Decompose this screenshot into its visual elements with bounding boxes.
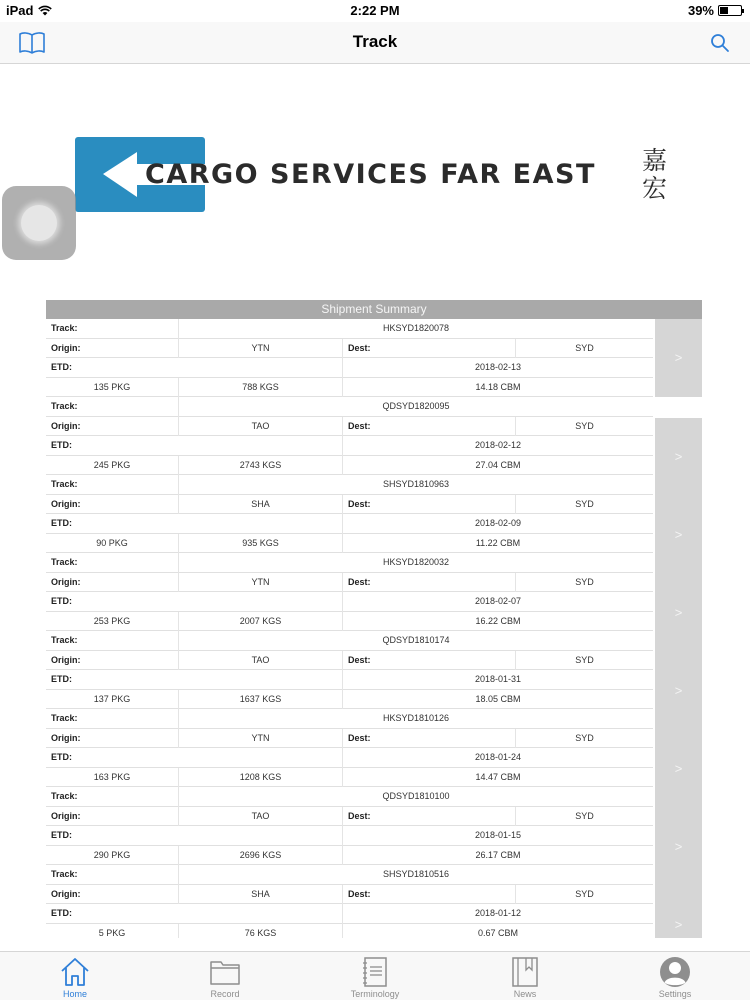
package-count: 245 PKG xyxy=(46,456,179,476)
dest-value: SYD xyxy=(575,342,594,353)
shipment-item xyxy=(46,631,702,709)
track-label: Track: xyxy=(46,709,179,729)
status-right xyxy=(688,3,742,18)
route-row xyxy=(46,495,653,515)
shipment-rows xyxy=(46,787,653,865)
tab-settings[interactable] xyxy=(600,952,750,1000)
origin-label: Origin: xyxy=(46,573,179,593)
dest-value: SYD xyxy=(575,654,594,665)
etd-label: ETD: xyxy=(46,592,343,612)
etd-value: 2018-01-31 xyxy=(474,674,522,684)
volume-value: 27.04 CBM xyxy=(475,459,521,470)
tab-label: Settings xyxy=(658,989,692,999)
etd-label: ETD: xyxy=(46,826,343,846)
folder-icon xyxy=(209,956,241,988)
dest-value: SYD xyxy=(575,732,594,743)
battery-icon xyxy=(718,5,742,16)
origin-label: Origin: xyxy=(46,495,179,515)
track-label: Track: xyxy=(46,397,179,417)
shipment-summary xyxy=(46,300,702,938)
dest-value: SYD xyxy=(575,498,594,509)
package-count: 253 PKG xyxy=(46,612,179,632)
shipment-rows xyxy=(46,631,653,709)
volume-value: 16.22 CBM xyxy=(475,615,521,626)
track-number: HKSYD1820078 xyxy=(382,323,450,333)
tab-label: Terminology xyxy=(350,989,400,999)
track-row xyxy=(46,397,653,417)
track-label: Track: xyxy=(46,475,179,495)
logo-cjk xyxy=(642,147,667,203)
dest-value: SYD xyxy=(575,420,594,431)
shipment-item xyxy=(46,397,702,475)
tab-terminology[interactable] xyxy=(300,952,450,1000)
volume-value: 14.18 CBM xyxy=(475,381,521,392)
etd-value: 2018-01-15 xyxy=(474,830,522,840)
dest-label: Dest: xyxy=(343,339,516,359)
etd-value: 2018-01-12 xyxy=(474,908,522,918)
shipment-rows xyxy=(46,319,653,397)
etd-value: 2018-02-13 xyxy=(474,362,522,372)
weight-value: 1208 KGS xyxy=(179,768,343,788)
quantity-row xyxy=(46,456,653,476)
shipment-rows xyxy=(46,865,653,938)
etd-row xyxy=(46,514,653,534)
shipment-detail-button[interactable]: > xyxy=(655,808,702,886)
track-label: Track: xyxy=(46,553,179,573)
etd-row xyxy=(46,826,653,846)
quantity-row xyxy=(46,846,653,866)
home-icon xyxy=(59,956,91,988)
status-time: 2:22 PM xyxy=(350,3,400,18)
route-row xyxy=(46,807,653,827)
dest-label: Dest: xyxy=(343,729,516,749)
shipment-list xyxy=(46,319,702,938)
tab-news[interactable] xyxy=(450,952,600,1000)
tab-label: News xyxy=(513,989,537,999)
dest-value: SYD xyxy=(575,810,594,821)
etd-label: ETD: xyxy=(46,358,343,378)
track-label: Track: xyxy=(46,631,179,651)
shipment-rows xyxy=(46,553,653,631)
route-row xyxy=(46,573,653,593)
dest-value: SYD xyxy=(575,888,594,899)
shipment-detail-button[interactable]: > xyxy=(655,886,702,938)
track-label: Track: xyxy=(46,319,179,339)
track-number: SHSYD1810963 xyxy=(382,479,450,489)
etd-value: 2018-02-07 xyxy=(474,596,522,606)
quantity-row xyxy=(46,612,653,632)
tab-record[interactable] xyxy=(150,952,300,1000)
origin-label: Origin: xyxy=(46,885,179,905)
weight-value: 2007 KGS xyxy=(179,612,343,632)
shipment-item xyxy=(46,787,702,865)
track-label: Track: xyxy=(46,865,179,885)
origin-label: Origin: xyxy=(46,339,179,359)
shipment-item xyxy=(46,865,702,938)
shipment-detail-button[interactable]: > xyxy=(655,319,702,397)
dest-value: SYD xyxy=(575,576,594,587)
assistive-touch-icon xyxy=(21,205,57,241)
track-row xyxy=(46,631,653,651)
track-row xyxy=(46,787,653,807)
shipment-detail-button[interactable]: > xyxy=(655,730,702,808)
volume-value: 26.17 CBM xyxy=(475,849,521,860)
search-button[interactable] xyxy=(704,28,736,58)
track-row xyxy=(46,475,653,495)
etd-row xyxy=(46,358,653,378)
etd-label: ETD: xyxy=(46,670,343,690)
etd-label: ETD: xyxy=(46,514,343,534)
origin-value: YTN xyxy=(179,729,343,749)
shipment-item xyxy=(46,319,702,397)
volume-value: 18.05 CBM xyxy=(475,693,521,704)
etd-row xyxy=(46,670,653,690)
package-count: 135 PKG xyxy=(46,378,179,398)
origin-value: TAO xyxy=(179,651,343,671)
package-count: 290 PKG xyxy=(46,846,179,866)
shipment-detail-button[interactable]: > xyxy=(655,496,702,574)
origin-value: TAO xyxy=(179,807,343,827)
weight-value: 1637 KGS xyxy=(179,690,343,710)
weight-value: 2743 KGS xyxy=(179,456,343,476)
volume-value: 11.22 CBM xyxy=(475,537,521,548)
origin-value: YTN xyxy=(179,339,343,359)
tab-label: Record xyxy=(210,989,240,999)
origin-label: Origin: xyxy=(46,651,179,671)
volume-value: 14.47 CBM xyxy=(475,771,521,782)
assistive-touch-button[interactable] xyxy=(2,186,76,260)
etd-row xyxy=(46,748,653,768)
origin-label: Origin: xyxy=(46,417,179,437)
dest-label: Dest: xyxy=(343,573,516,593)
origin-value: TAO xyxy=(179,417,343,437)
dest-label: Dest: xyxy=(343,807,516,827)
search-icon xyxy=(710,33,730,53)
track-row xyxy=(46,709,653,729)
shipment-item xyxy=(46,475,702,553)
etd-label: ETD: xyxy=(46,436,343,456)
track-row xyxy=(46,553,653,573)
shipment-rows xyxy=(46,709,653,787)
volume-value: 0.67 CBM xyxy=(477,927,519,938)
notebook-icon xyxy=(359,956,391,988)
weight-value: 76 KGS xyxy=(179,924,343,939)
package-count: 5 PKG xyxy=(46,924,179,939)
shipment-detail-button[interactable]: > xyxy=(655,418,702,496)
origin-value: YTN xyxy=(179,573,343,593)
package-count: 163 PKG xyxy=(46,768,179,788)
user-avatar-icon xyxy=(659,956,691,988)
route-row xyxy=(46,651,653,671)
summary-header: Shipment Summary xyxy=(46,300,702,319)
origin-label: Origin: xyxy=(46,807,179,827)
track-number: HKSYD1820032 xyxy=(382,557,450,567)
route-row xyxy=(46,729,653,749)
etd-label: ETD: xyxy=(46,748,343,768)
nav-bar xyxy=(0,22,750,64)
company-logo xyxy=(75,137,695,215)
origin-value: SHA xyxy=(179,495,343,515)
quantity-row xyxy=(46,378,653,398)
etd-label: ETD: xyxy=(46,904,343,924)
etd-value: 2018-02-09 xyxy=(474,518,522,528)
weight-value: 788 KGS xyxy=(179,378,343,398)
origin-label: Origin: xyxy=(46,729,179,749)
etd-value: 2018-01-24 xyxy=(474,752,522,762)
route-row xyxy=(46,417,653,437)
tab-home[interactable] xyxy=(0,952,150,1000)
track-number: QDSYD1810174 xyxy=(382,635,450,645)
dest-label: Dest: xyxy=(343,651,516,671)
page-title: Track xyxy=(352,32,398,51)
logo-text: CARGO SERVICES FAR EAST xyxy=(145,159,596,190)
shipment-item xyxy=(46,709,702,787)
track-row xyxy=(46,865,653,885)
etd-row xyxy=(46,592,653,612)
track-number: SHSYD1810516 xyxy=(382,869,450,879)
route-row xyxy=(46,885,653,905)
dest-label: Dest: xyxy=(343,417,516,437)
quantity-row xyxy=(46,768,653,788)
quantity-row xyxy=(46,690,653,710)
track-number: HKSYD1810126 xyxy=(382,713,450,723)
logo-cjk-line2: 宏 xyxy=(642,175,668,203)
etd-row xyxy=(46,904,653,924)
track-number: QDSYD1820095 xyxy=(382,401,450,411)
dest-label: Dest: xyxy=(343,885,516,905)
battery-fill xyxy=(720,7,728,14)
device-name: iPad xyxy=(6,3,34,18)
weight-value: 935 KGS xyxy=(179,534,343,554)
origin-value: SHA xyxy=(179,885,343,905)
dest-label: Dest: xyxy=(343,495,516,515)
etd-row xyxy=(46,436,653,456)
shipment-rows xyxy=(46,397,653,475)
battery-percent: 39% xyxy=(687,3,714,18)
package-count: 137 PKG xyxy=(46,690,179,710)
shipment-detail-button[interactable]: > xyxy=(655,652,702,730)
quantity-row xyxy=(46,534,653,554)
logo-cjk-line1: 嘉 xyxy=(642,147,668,175)
shipment-rows xyxy=(46,475,653,553)
news-book-icon xyxy=(509,956,541,988)
track-row xyxy=(46,319,653,339)
status-bar xyxy=(0,0,750,22)
route-row xyxy=(46,339,653,359)
track-number: QDSYD1810100 xyxy=(382,791,450,801)
package-count: 90 PKG xyxy=(46,534,179,554)
etd-value: 2018-02-12 xyxy=(474,440,522,450)
quantity-row xyxy=(46,924,653,939)
tab-bar xyxy=(0,951,750,1000)
shipment-detail-button[interactable]: > xyxy=(655,574,702,652)
shipment-item xyxy=(46,553,702,631)
tab-label: Home xyxy=(62,989,87,999)
weight-value: 2696 KGS xyxy=(179,846,343,866)
track-label: Track: xyxy=(46,787,179,807)
